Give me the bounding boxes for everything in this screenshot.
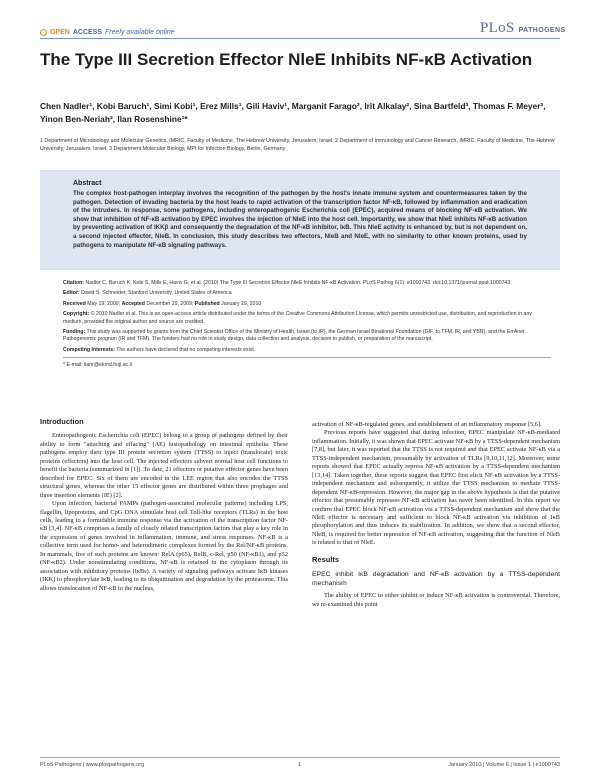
journal-header: [0, 0, 600, 40]
intro-paragraph-continued: activation of NF-κB-regulated genes, and establishment of an inflammatory response [5,6].: [312, 421, 542, 428]
editor: Editor: David S. Schneider, Stanford University, United States of America: [63, 290, 232, 297]
citation: Citation: Nadler C, Baruch K, Kobi S, Mills E, Haviv G, et al. (2010) The Type III Secretion Effector NleE Inhibits NF-κB Activation. PLoS Pathog 6(1): e1000743. doi:10.1371/journal.ppat.1000743: [63, 280, 511, 286]
metadata-divider: [63, 357, 551, 358]
funding: Funding: This study was supported by grants from the Chief Scientist Office of the Ministry of Health, Israel (to IR), the German Israel Binational Foundation (GIF, to TFM, IR, and YBN), and the ErrAnet Pathogenomic program (IR and TFM). The funders had no role in study design, data collection and analysis, decision to publish, or preparation of the manuscript.: [63, 329, 525, 343]
access-label: ACCESS: [72, 29, 103, 36]
author-list: Chen Nadler¹, Kobi Baruch¹, Simi Kobi¹, Erez Mills¹, Gili Haviv¹, Marganit Farago², Irit Alkalay², Sina Bartfeld³, Thomas F. Meyer³, Yinon Ben-Neriah², Ilan Rosenshine¹*: [40, 101, 546, 124]
abstract-heading: Abstract: [73, 180, 102, 187]
corresponding-email[interactable]: * E-mail: ilanr@ekmd.huji.ac.il: [63, 361, 132, 368]
footer-divider: [40, 757, 560, 758]
open-access-badge: [40, 29, 175, 36]
body-column-left: [40, 418, 288, 593]
results-paragraph-1: The ability of EPEC to either inhibit or induce NF-κB activation is controversial. Therefore, we re-examined this point: [312, 592, 560, 608]
intro-paragraph-1: Enteropathogenic Escherichia coli (EPEC) belong to a group of pathogens defined by their ability to form "attaching and effacing" (AE) histopathology on intestinal epithelia. These pathogens employ their type III protein secretion system (TTSS) to inject (translocate) toxic proteins (effectors) into the host cell. The injected effectors subvert normal host cell functions to benefit the bacteria (summarized in [1]). To date, 21 effectors or putative effector genes have been described for EPEC. Six of them are encoded in the LEE region that also encodes the TTSS structural genes, whereas the other 15 effector genes are distributed within three prophages and three insertion elements (IE) [2].: [40, 432, 288, 499]
article-title: The Type III Secretion Effector NleE Inhibits NF-κB Activation: [40, 50, 533, 69]
abstract-text: The complex host-pathogen interplay involves the recognition of the pathogen by the host's innate immune system and countermeasures taken by the pathogen. Detection of invading bacteria by the host leads to rapid activation of the transcription factor NF-κB, followed by inflammation and eradication of the intruders. In response, some pathogens, including enteropathogenic Escherichia coli (EPEC), acquired means of blocking NF-κB activation. We show that inhibition of NF-κB activation by EPEC involves the injection of NleE into the host cell. Importantly, we show that NleE inhibits NF-κB activation by preventing activation of IKKβ and consequently the degradation of the NF-κB inhibitor, IκB. This NleE activity is enhanced by, but is not dependent on, a second injected effector, NleB. In conclusion, this study describes two effectors, NleB and NleE, with no similarity to other known proteins, used by pathogens to manipulate NF-κB signaling pathways.: [73, 190, 527, 249]
introduction-heading: Introduction: [40, 417, 84, 426]
affiliations: 1 Department of Microbiology and Molecular Genetics, IMRIC, Faculty of Medicine, The Hebrew University, Jerusalem, Israel, 2 Department of Immunology and Cancer Research, IMRIC, Faculty of Medicine, The Hebrew University, Jerusalem, Israel, 3 Department Molecular Biology, MPI for Infection Biology, Berlin, Germany: [40, 138, 555, 152]
results-subheading: EPEC inhibit IκB degradation and NF-κB activation by a TTSS-dependent mechanism: [312, 571, 560, 588]
open-label: OPEN: [50, 29, 70, 36]
intro-paragraph-3: Previous reports have suggested that during infection, EPEC manipulate NF-κB-mediated inflammation. Initially, it was shown that EPEC activate NF-κB by a TTSS-dependent mechanism [7,8], but later, it was reported that the TTSS is not required and that EPEC activate NF-κB via a TTSS-independent mechanism, presumably by activation of TLRs [9,10,11,12]. Moreover, some reports showed that EPEC actually repress NF-κB activation by a TTSS-dependent mechanism [13,14]. Taken together, these reports suggest that EPEC first elicit NF-κB activation by a TTSS-independent mechanism and subsequently, it utilize the TTSS mechanism to mediate TTSS-dependent NF-κB-repression. However, the major gap in the above hypothesis is that the putative effector that presumably represses NF-κB activation has never been identified. In this report we confirm that EPEC block NF-κB activation via a TTSS-dependent mechanism and show that the NleE effector is necessary and sufficient to block NF-κB activation via inhibition of IκB phosphorylation and thus induces its stabilization. In addition, we show that a second effector, NleB, is required for better repression of NF-κB activation, suggesting that the function of NleB is related to that of NleE.: [312, 429, 560, 547]
abstract-box: [40, 170, 560, 270]
journal-logo-plos: PLoS: [480, 20, 515, 36]
body-column-right: [312, 421, 560, 609]
page-number: 1: [298, 762, 302, 768]
journal-logo: [480, 20, 566, 37]
results-heading: Results: [312, 554, 340, 564]
copyright: Copyright: © 2010 Nadler et al. This is an open-access article distributed under the terms of the Creative Commons Attribution License, which permits unrestricted use, distribution, and reproduction in any medium, provided the original author and source are credited.: [63, 311, 532, 325]
intro-paragraph-2: Upon infection, bacterial PAMPs (pathogen-associated molecular patterns) including LPS, flagellin, lipoproteins, and CpG DNA stimulate host cell Toll-like receptors (TLRs) in the host cells, leading to a formidable immune response via the activation of the transcription factor NF-κB [3,4]. NF-κB comprises a family of closely related transcription factors that play a key role in the expression of genes involved in inflammation, immune, and stress responses. NF-κB is a collective term used for homo- and heterodimeric complexes formed by the Rel/NF-κB proteins. In mammals, five of such proteins are known: RelA (p65), RelB, c-Rel, p50 (NF-κB1), and p52 (NF-κB2). Under nonstimulating conditions, NF-κB is retained in the cytoplasm through its association with inhibitory proteins (IκBs). A variety of signaling pathways activate IκB kinases (IKK) to phosphorylate IκB, leading to its ubiquitination and degradation by the proteasome. This allows translocation of NF-κB to the nucleus,: [40, 500, 288, 592]
open-access-lock-icon: [40, 29, 47, 36]
journal-logo-pathogens: PATHOGENS: [518, 27, 566, 34]
competing-interests: Competing Interests: The authors have declared that no competing interests exist.: [63, 346, 256, 353]
footer-journal[interactable]: PLoS Pathogens | www.plospathogens.org: [40, 762, 145, 768]
footer-issue: January 2010 | Volume 6 | Issue 1 | e1000743: [448, 762, 560, 768]
dates: Received May 19, 2009; Accepted December 29, 2009; Published January 29, 2010: [63, 300, 262, 307]
article-metadata: [63, 280, 551, 372]
header-divider: [40, 38, 560, 39]
freely-available-label: Freely available online: [105, 29, 175, 36]
